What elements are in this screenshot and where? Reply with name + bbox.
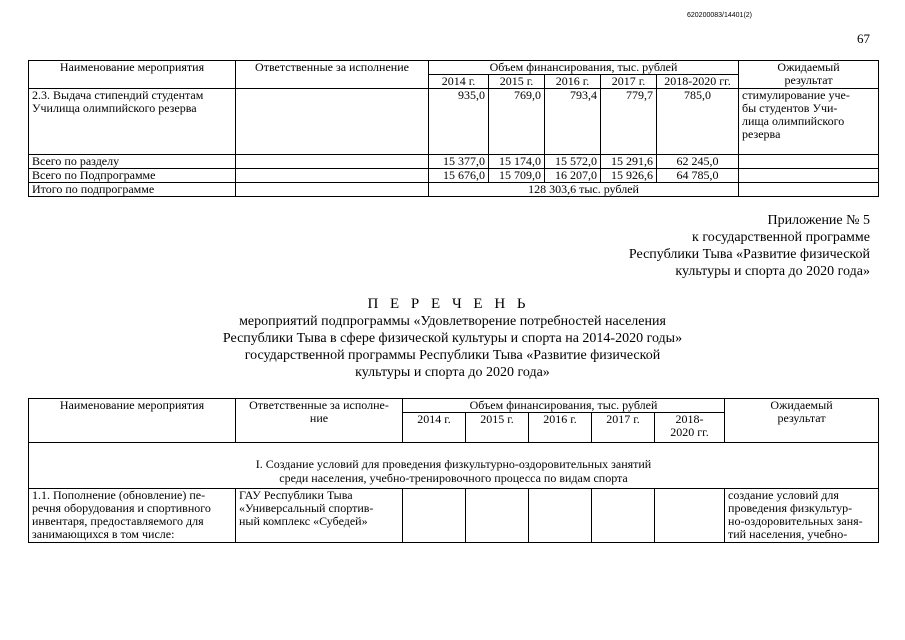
header-financing: Объем финансирования, тыс. рублей [429, 61, 739, 75]
total-value: 16 207,0 [545, 169, 601, 183]
header-name: Наименование мероприятия [29, 61, 236, 89]
row-result: создание условий для проведения физкультур- но-оздоровительных заня- тий населения, учебно- [725, 489, 879, 543]
header-year: 2018- 2020 гг. [655, 413, 725, 443]
total-label: Всего по разделу [29, 155, 236, 169]
header-result: Ожидаемый результат [725, 399, 879, 443]
header-financing: Объем финансирования, тыс. рублей [403, 399, 725, 413]
header-year: 2018-2020 гг. [657, 75, 739, 89]
total-value: 64 785,0 [657, 169, 739, 183]
row-value: 935,0 [429, 89, 489, 155]
row-value: 779,7 [601, 89, 657, 155]
total-value: 15 709,0 [489, 169, 545, 183]
header-responsible: Ответственные за исполне- ние [236, 399, 403, 443]
title-perechen: П Е Р Е Ч Е Н Ь [367, 296, 530, 312]
header-year: 2017 г. [601, 75, 657, 89]
header-year: 2015 г. [489, 75, 545, 89]
section-title: I. Создание условий для проведения физкультурно-оздоровительных занятий среди населения, учебно-тренировочного процесса по видам спорта [29, 443, 879, 489]
financing-table-top [28, 60, 879, 197]
row-responsible: ГАУ Республики Тыва «Универсальный спортив- ный комплекс «Субедей» [236, 489, 403, 543]
table-row-grand-total [29, 183, 879, 197]
total-value: 15 377,0 [429, 155, 489, 169]
row-responsible [236, 89, 429, 155]
row-value: 785,0 [657, 89, 739, 155]
grand-total-value: 128 303,6 тыс. рублей [429, 183, 739, 197]
header-result: Ожидаемый результат [739, 61, 879, 89]
table-header-row [29, 61, 879, 75]
row-value: 769,0 [489, 89, 545, 155]
header-year: 2017 г. [592, 413, 655, 443]
total-value: 15 291,6 [601, 155, 657, 169]
header-year: 2015 г. [466, 413, 529, 443]
header-year: 2014 г. [429, 75, 489, 89]
table-row-total-section [29, 155, 879, 169]
section-row [29, 443, 879, 489]
row-result: стимулирование уче- бы студентов Учи- лища олимпийского резерва [739, 89, 879, 155]
total-value: 15 174,0 [489, 155, 545, 169]
annex-heading: Приложение № 5 к государственной программе Республики Тыва «Развитие физической культуры и спорта до 2020 года» [628, 213, 870, 279]
header-name: Наименование мероприятия [29, 399, 236, 443]
document-title: П Е Р Е Ч Е Н Ь мероприятий подпрограммы «Удовлетворение потребностей населения Республики Тыва в сфере физической культуры и спорта на 2014-2020 годы» государственной программы Республики Тыва «Развитие физической культуры и спорта до 2020 года» [0, 296, 905, 381]
total-label: Всего по Подпрограмме [29, 169, 236, 183]
document-stamp: 620200083/14401(2) [687, 12, 753, 19]
header-year: 2014 г. [403, 413, 466, 443]
total-value: 15 572,0 [545, 155, 601, 169]
total-value: 15 926,6 [601, 169, 657, 183]
page-number: 67 [857, 31, 870, 46]
table-row [29, 89, 879, 155]
row-value: 793,4 [545, 89, 601, 155]
total-value: 15 676,0 [429, 169, 489, 183]
table-header-row [29, 399, 879, 413]
row-name: 2.3. Выдача стипендий студентам Училища олимпийского резерва [29, 89, 236, 155]
table-row-total-subprogram [29, 169, 879, 183]
header-responsible: Ответственные за исполнение [236, 61, 429, 89]
header-year: 2016 г. [545, 75, 601, 89]
row-name: 1.1. Пополнение (обновление) пе- речня оборудования и спортивного инвентаря, предоставляемого для занимающихся в том числе: [29, 489, 236, 543]
grand-total-label: Итого по подпрограмме [29, 183, 236, 197]
header-year: 2016 г. [529, 413, 592, 443]
total-value: 62 245,0 [657, 155, 739, 169]
financing-table-bottom [28, 398, 879, 543]
table-row [29, 489, 879, 543]
